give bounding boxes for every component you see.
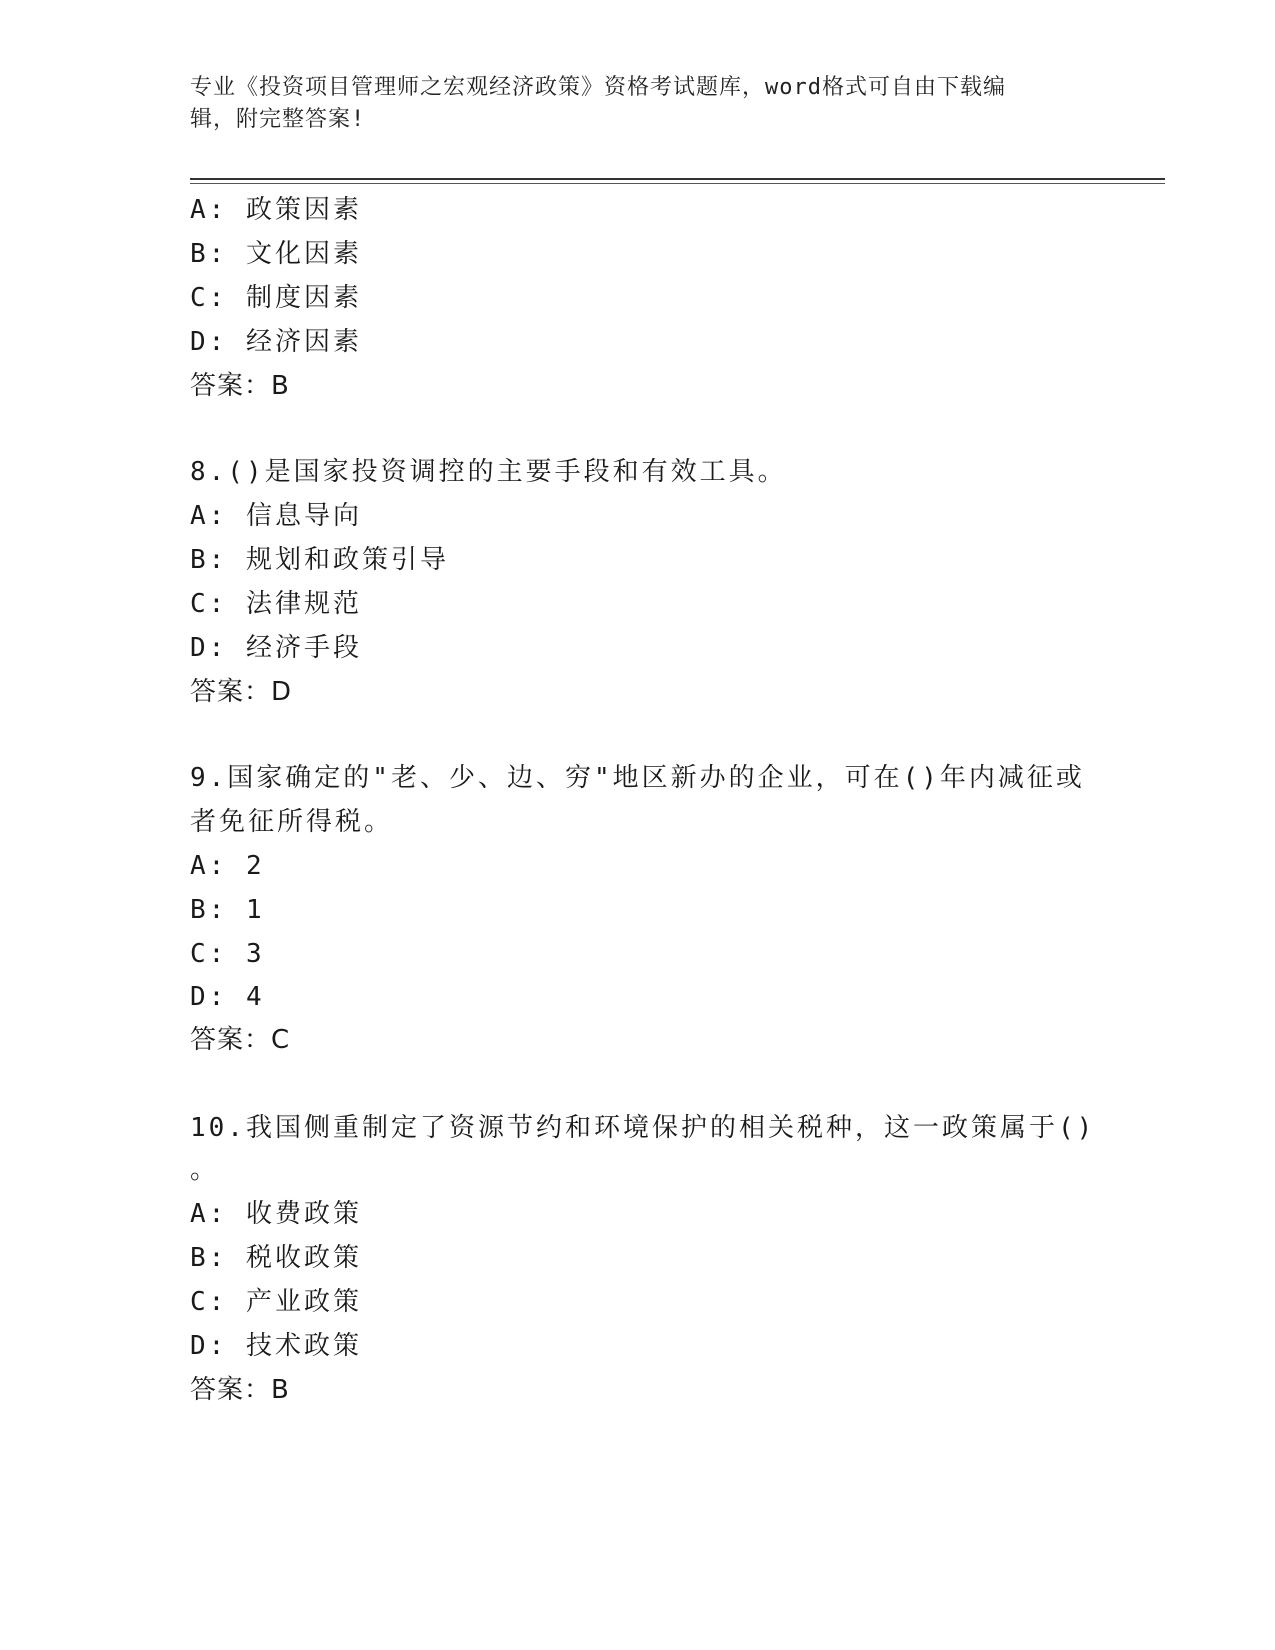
q9-option-b: B: 1 [190, 895, 265, 925]
q9-option-a: A: 2 [190, 851, 265, 881]
q8-answer: 答案：D [190, 677, 293, 707]
q10-option-c: C: 产业政策 [190, 1287, 362, 1317]
q7-option-b: B: 文化因素 [190, 239, 362, 269]
q10-option-b: B: 税收政策 [190, 1243, 362, 1273]
q10-option-a: A: 收费政策 [190, 1199, 362, 1229]
document-header [190, 72, 1090, 136]
header-divider-thick [190, 178, 1165, 180]
q7-option-c: C: 制度因素 [190, 283, 362, 313]
q8-option-d: D: 经济手段 [190, 633, 362, 663]
q7-answer: 答案：B [190, 371, 290, 401]
q10-option-d: D: 技术政策 [190, 1331, 362, 1361]
q9-answer: 答案：C [190, 1025, 291, 1055]
q9-option-d: D: 4 [190, 982, 265, 1012]
q9-stem-line-2: 者免征所得税。 [190, 807, 394, 837]
header-line-1: 专业《投资项目管理师之宏观经济政策》资格考试题库，word格式可自由下载编 [190, 75, 1006, 100]
q8-stem: 8.()是国家投资调控的主要手段和有效工具。 [190, 457, 787, 487]
q8-option-c: C: 法律规范 [190, 589, 362, 619]
header-line-2: 辑，附完整答案! [190, 107, 366, 132]
q7-option-d: D: 经济因素 [190, 327, 362, 357]
header-divider-thin [190, 183, 1165, 184]
q8-option-a: A: 信息导向 [190, 501, 362, 531]
q10-stem-line-2: 。 [190, 1155, 220, 1185]
q10-stem-line-1: 10.我国侧重制定了资源节约和环境保护的相关税种，这一政策属于() [190, 1113, 1096, 1143]
q7-option-a: A: 政策因素 [190, 195, 362, 225]
q9-option-c: C: 3 [190, 939, 265, 969]
q9-stem-line-1: 9.国家确定的"老、少、边、穷"地区新办的企业，可在()年内减征或 [190, 763, 1085, 793]
q10-answer: 答案：B [190, 1375, 290, 1405]
q8-option-b: B: 规划和政策引导 [190, 545, 449, 575]
